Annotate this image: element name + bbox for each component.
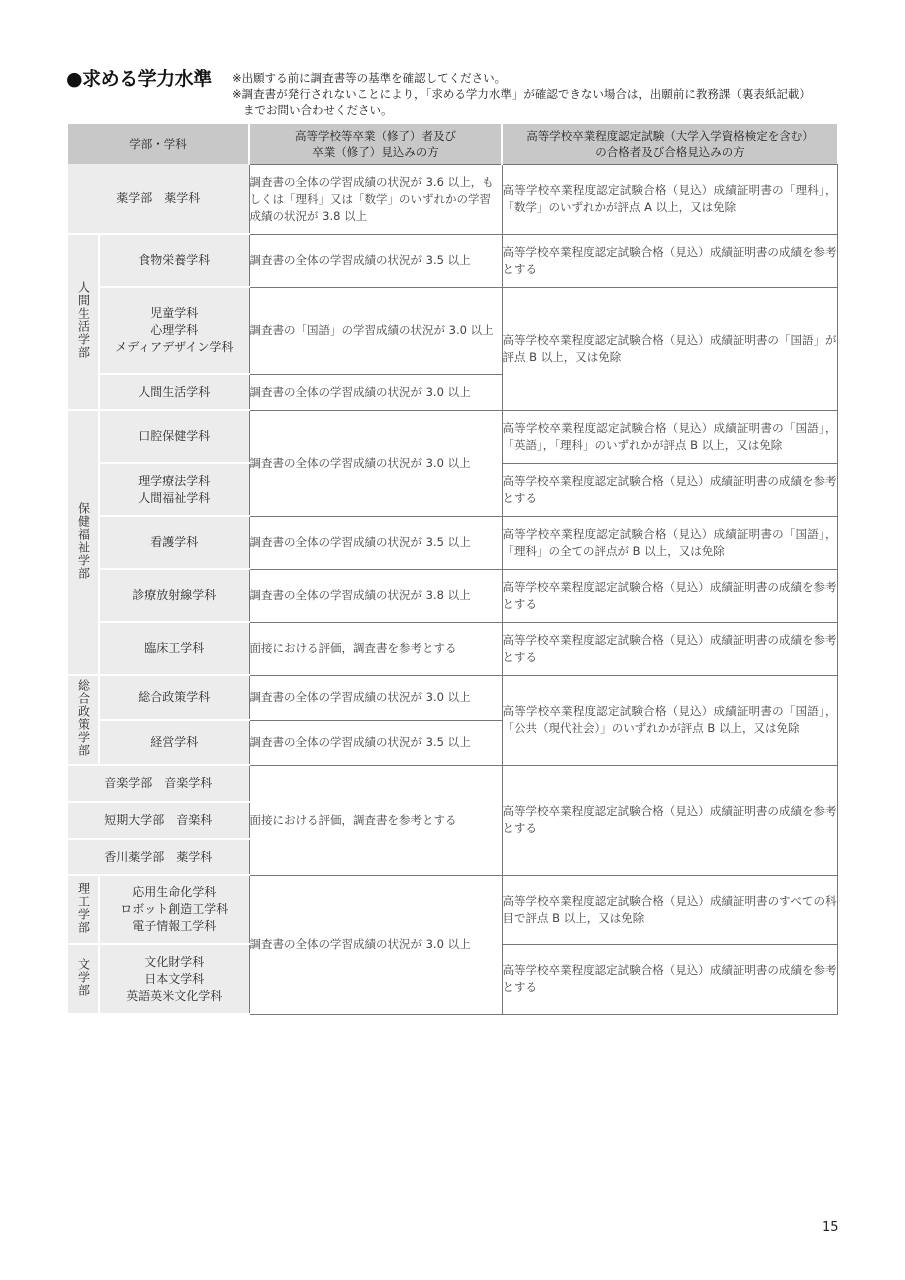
faculty-cell	[68, 675, 99, 765]
requirement-equivalency: 高等学校卒業程度認定試験合格（見込）成績証明書の「国語」，「英語」，「理科」のいずれかが評点 B 以上，又は免除	[502, 410, 837, 463]
table-row	[68, 164, 837, 234]
header-equivalency-line2: の合格者及び合格見込みの方	[595, 144, 745, 159]
requirement-highschool: 面接における評価，調査書を参考とする	[249, 765, 502, 875]
faculty-cell	[68, 944, 99, 1014]
table-row	[68, 765, 837, 802]
table-row	[68, 569, 837, 622]
faculty-cell	[68, 875, 99, 944]
dept-cell	[99, 944, 249, 1014]
dept-cell: 口腔保健学科	[99, 410, 249, 463]
requirement-highschool: 調査書の「国語」の学習成績の状況が 3.0 以上	[249, 287, 502, 374]
requirement-equivalency: 高等学校卒業程度認定試験合格（見込）成績証明書の成績を参考とする	[502, 234, 837, 287]
requirement-highschool: 調査書の全体の学習成績の状況が 3.5 以上	[249, 516, 502, 569]
faculty-cell	[68, 410, 99, 675]
section-title: ●求める学力水準	[66, 68, 212, 90]
faculty-label: 人間生活学部	[76, 281, 91, 359]
dept-line: 英語英米文化学科	[126, 988, 223, 1003]
dept-cell: 音楽学部 音楽学科	[68, 765, 249, 802]
dept-cell: 短期大学部 音楽科	[68, 802, 249, 839]
dept-cell	[99, 463, 249, 516]
dept-cell: 看護学科	[99, 516, 249, 569]
dept-cell: 経営学科	[99, 720, 249, 765]
note-line: ※出願する前に調査書等の基準を確認してください。	[232, 71, 507, 85]
dept-line: 文化財学科	[144, 954, 205, 969]
dept-cell: 食物栄養学科	[99, 234, 249, 287]
requirement-equivalency: 高等学校卒業程度認定試験合格（見込）成績証明書の成績を参考とする	[502, 944, 837, 1014]
dept-line: 電子情報工学科	[132, 919, 217, 933]
requirements-table	[68, 124, 838, 1015]
faculty-cell	[68, 234, 99, 410]
requirement-highschool: 面接における評価，調査書を参考とする	[249, 622, 502, 675]
requirement-highschool: 調査書の全体の学習成績の状況が 3.0 以上	[249, 675, 502, 720]
faculty-label: 文学部	[76, 957, 91, 997]
dept-line: 応用生命化学科	[132, 885, 217, 899]
table-row	[68, 234, 837, 287]
table-row	[68, 675, 837, 720]
table-row	[68, 516, 837, 569]
page-number: 15	[822, 1220, 839, 1235]
table-row	[68, 287, 837, 374]
header-highschool-line2: 卒業（修了）見込みの方	[312, 144, 439, 159]
requirement-equivalency: 高等学校卒業程度認定試験合格（見込）成績証明書の成績を参考とする	[502, 765, 837, 875]
dept-cell: 臨床工学科	[99, 622, 249, 675]
dept-line: 日本文学科	[144, 971, 205, 986]
requirement-equivalency: 高等学校卒業程度認定試験合格（見込）成績証明書の成績を参考とする	[502, 569, 837, 622]
header-highschool	[249, 124, 502, 164]
table-row	[68, 875, 837, 944]
header-highschool-line1: 高等学校等卒業（修了）者及び	[295, 128, 456, 143]
table-row	[68, 410, 837, 463]
header-dept: 学部・学科	[68, 124, 249, 164]
dept-cell: 薬学部 薬学科	[68, 164, 249, 234]
dept-cell: 香川薬学部 薬学科	[68, 839, 249, 875]
requirement-highschool: 調査書の全体の学習成績の状況が 3.6 以上，もしくは「理科」又は「数学」のいずれかの学習成績の状況が 3.8 以上	[249, 164, 502, 234]
dept-cell	[99, 875, 249, 944]
notes	[232, 70, 811, 118]
dept-line: 児童学科	[150, 306, 199, 320]
requirement-equivalency: 高等学校卒業程度認定試験合格（見込）成績証明書の「理科」，「数学」のいずれかが評点 A 以上，又は免除	[502, 164, 837, 234]
note-line: ※調査書が発行されないことにより，「求める学力水準」が確認できない場合は，出願前に教務課（裏表紙記載）	[232, 87, 811, 101]
requirement-highschool: 調査書の全体の学習成績の状況が 3.8 以上	[249, 569, 502, 622]
dept-cell	[99, 287, 249, 374]
dept-line: メディアデザイン学科	[115, 340, 234, 354]
requirement-highschool: 調査書の全体の学習成績の状況が 3.0 以上	[249, 410, 502, 516]
table-header-row	[68, 124, 837, 164]
requirement-equivalency: 高等学校卒業程度認定試験合格（見込）成績証明書の「国語」が評点 B 以上，又は免除	[502, 287, 837, 410]
header-equivalency	[502, 124, 837, 164]
faculty-label: 理工学部	[76, 881, 91, 934]
requirement-highschool: 調査書の全体の学習成績の状況が 3.0 以上	[249, 875, 502, 1014]
header-equivalency-line1: 高等学校卒業程度認定試験（大学入学資格検定を含む）	[526, 128, 814, 143]
faculty-label: 総合政策学部	[76, 679, 91, 757]
requirement-equivalency: 高等学校卒業程度認定試験合格（見込）成績証明書の成績を参考とする	[502, 622, 837, 675]
dept-cell: 総合政策学科	[99, 675, 249, 720]
dept-cell: 人間生活学科	[99, 374, 249, 410]
dept-cell: 診療放射線学科	[99, 569, 249, 622]
requirement-equivalency: 高等学校卒業程度認定試験合格（見込）成績証明書の「国語」，「理科」の全ての評点が B 以上，又は免除	[502, 516, 837, 569]
requirement-equivalency: 高等学校卒業程度認定試験合格（見込）成績証明書の「国語」，「公共（現代社会）」のいずれかが評点 B 以上，又は免除	[502, 675, 837, 765]
requirement-highschool: 調査書の全体の学習成績の状況が 3.0 以上	[249, 374, 502, 410]
dept-line: 心理学科	[150, 323, 199, 337]
requirement-highschool: 調査書の全体の学習成績の状況が 3.5 以上	[249, 720, 502, 765]
dept-line: 人間福祉学科	[138, 490, 211, 505]
dept-line: ロボット創造工学科	[120, 902, 229, 916]
note-line: までお問い合わせください。	[243, 103, 393, 117]
dept-line: 理学療法学科	[138, 473, 211, 488]
requirement-equivalency: 高等学校卒業程度認定試験合格（見込）成績証明書の成績を参考とする	[502, 463, 837, 516]
faculty-label: 保健福祉学部	[76, 501, 91, 580]
requirement-highschool: 調査書の全体の学習成績の状況が 3.5 以上	[249, 234, 502, 287]
requirement-equivalency: 高等学校卒業程度認定試験合格（見込）成績証明書のすべての科目で評点 B 以上，又は免除	[502, 875, 837, 944]
table-row	[68, 622, 837, 675]
